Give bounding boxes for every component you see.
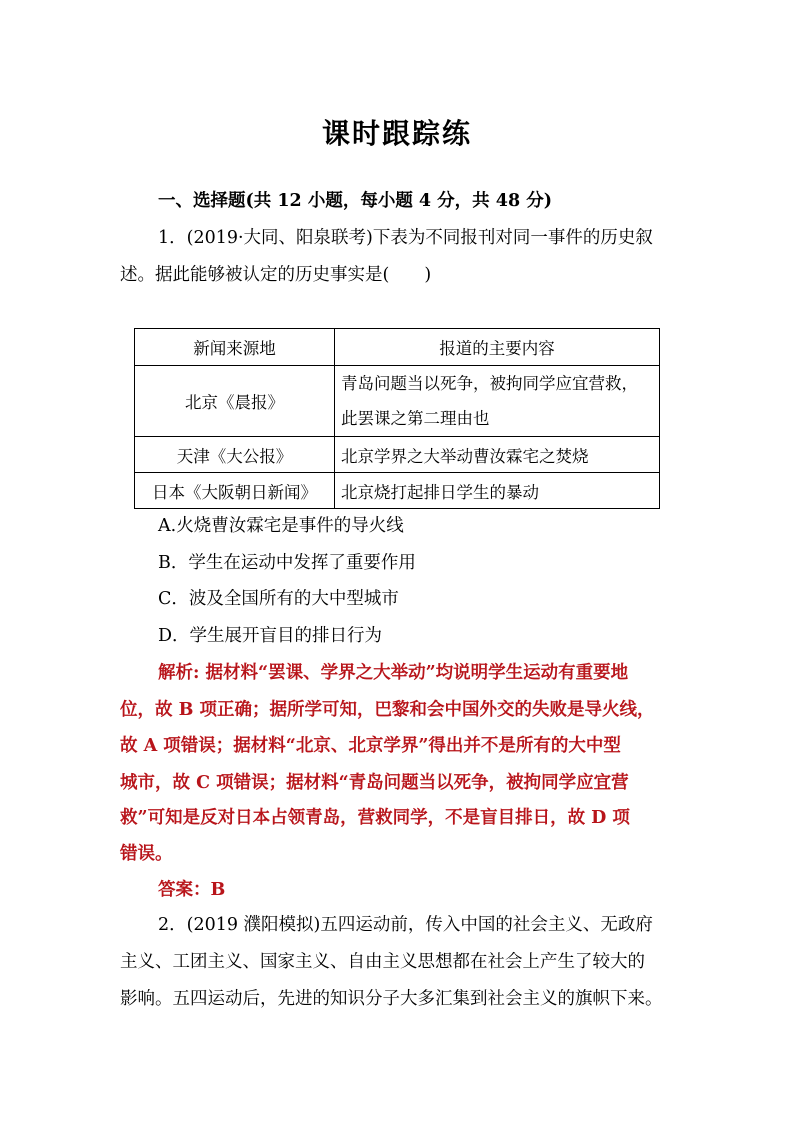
news-table	[134, 328, 660, 509]
answer-value: B	[210, 880, 226, 900]
question-1-stem-line-1: 1．(2019·大同、阳泉联考)下表为不同报刊对同一事件的历史叙	[158, 228, 653, 248]
table-row	[135, 366, 660, 437]
table-header-row	[135, 329, 660, 366]
table-cell-source: 天津《大公报》	[135, 437, 335, 473]
analysis-line-3: 故 A 项错误；据材料“北京、北京学界”得出并不是所有的大中型	[120, 736, 621, 756]
question-2-line-2: 主义、工团主义、国家主义、自由主义思想都在社会上产生了较大的	[120, 952, 645, 972]
question-1-stem-line-2: 述。据此能够被认定的历史事实是( )	[120, 265, 432, 285]
table-cell-content: 北京烧打起排日学生的暴动	[335, 473, 660, 509]
table-cell-content-line-2: 此罢课之第二理由也	[341, 409, 490, 428]
table-row	[135, 437, 660, 473]
table-cell-content: 北京学界之大举动曹汝霖宅之焚烧	[335, 437, 660, 473]
answer-line	[158, 872, 676, 909]
question-2-line-3: 影响。五四运动后，先进的知识分子大多汇集到社会主义的旗帜下来。	[120, 989, 663, 1009]
analysis-line-2: 位，故 B 项正确；据所学可知，巴黎和会中国外交的失败是导火线，	[120, 700, 655, 720]
analysis-line-5: 救”可知是反对日本占领青岛，营救同学，不是盲目排日，故 D 项	[120, 808, 630, 828]
option-c: C．波及全国所有的大中型城市	[158, 589, 399, 609]
analysis-line-4: 城市，故 C 项错误；据材料“青岛问题当以死争，被拘同学应宜营	[120, 773, 629, 793]
table-cell-source: 日本《大阪朝日新闻》	[135, 473, 335, 509]
table-header-source: 新闻来源地	[135, 329, 335, 366]
answer-label: 答案：	[158, 880, 211, 900]
table-cell-source: 北京《晨报》	[135, 366, 335, 437]
analysis-line-6: 错误。	[120, 844, 173, 864]
question-2-line-1: 2．(2019 濮阳模拟)五四运动前，传入中国的社会主义、无政府	[158, 915, 653, 935]
table-cell-content-line-1: 青岛问题当以死争，被拘同学应宜营救，	[341, 374, 638, 393]
option-d: D．学生展开盲目的排日行为	[158, 626, 383, 646]
page-title: 课时跟踪练	[321, 117, 472, 150]
table-row	[135, 473, 660, 509]
section-heading: 一、选择题(共 12 小题，每小题 4 分，共 48 分)	[158, 191, 552, 211]
table-cell-content	[335, 366, 660, 437]
option-b: B．学生在运动中发挥了重要作用	[158, 553, 416, 573]
table-header-content: 报道的主要内容	[335, 329, 660, 366]
option-a: A.火烧曹汝霖宅是事件的导火线	[158, 516, 404, 536]
analysis-line-1: 解析: 据材料“罢课、学界之大举动”均说明学生运动有重要地	[158, 663, 629, 683]
